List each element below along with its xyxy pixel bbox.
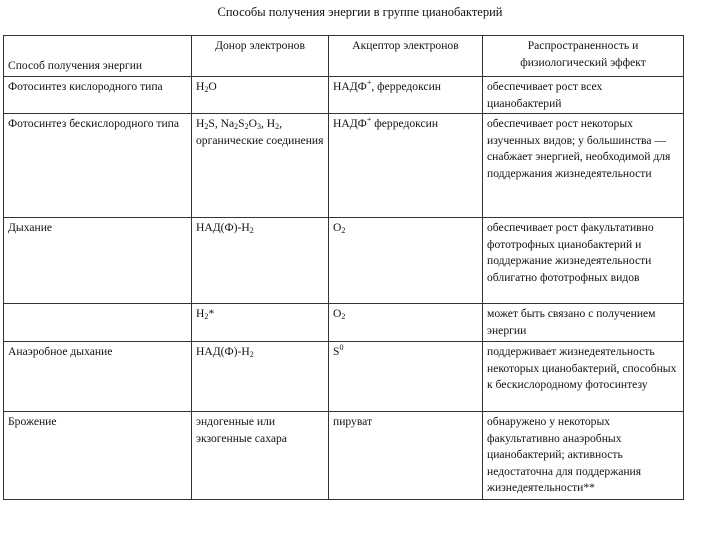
header-method: Способ получения энергии xyxy=(4,36,192,77)
row-method: Анаэробное дыхание xyxy=(4,342,192,412)
header-effect: Распространенность и физиологический эффект xyxy=(483,36,684,77)
table-row xyxy=(4,304,684,342)
row-effect: обеспечивает рост некоторых изученных видов; у большинства — снабжает энергией, необходимой для поддержания жизнедеятельности xyxy=(483,114,684,218)
row-donor: $НАД(Ф)-H_2$ xyxy=(192,342,329,412)
table-row xyxy=(4,114,684,218)
row-effect: может быть связано с получением энергии xyxy=(483,304,684,342)
table-header-row xyxy=(4,36,684,77)
row-method xyxy=(4,304,192,342)
row-donor: $H_2O$ xyxy=(192,77,329,114)
row-effect: обеспечивает рост факультативно фототрофных цианобактерий и поддержание жизнедеятельности облигатно фототрофных видов xyxy=(483,218,684,304)
table-row xyxy=(4,342,684,412)
table-row xyxy=(4,218,684,304)
row-donor: эндогенные или экзогенные сахара xyxy=(192,412,329,500)
header-donor: Донор электронов xyxy=(192,36,329,77)
row-effect: поддерживает жизнедеятельность некоторых цианобактерий, способных к бескислородному фотосинтезу xyxy=(483,342,684,412)
row-method: Фотосинтез кислородного типа xyxy=(4,77,192,114)
page-title: Способы получения энергии в группе цианобактерий xyxy=(217,5,503,19)
row-method: Брожение xyxy=(4,412,192,500)
row-acceptor: $S^0$ xyxy=(329,342,483,412)
table-row xyxy=(4,77,684,114)
row-donor: $H_2S$, $Na_2S_2O_3$, $H_2$, органические соединения xyxy=(192,114,329,218)
row-acceptor: НАДФ+ ферредоксин xyxy=(329,114,483,218)
row-acceptor: $O_2$ xyxy=(329,218,483,304)
row-acceptor: НАДФ+, ферредоксин xyxy=(329,77,483,114)
row-method: Дыхание xyxy=(4,218,192,304)
table-row xyxy=(4,412,684,500)
donor-extra: органические соединения xyxy=(196,133,324,147)
row-donor: $НАД(Ф)-H_2$ xyxy=(192,218,329,304)
row-donor: $H_2*$ xyxy=(192,304,329,342)
row-method: Фотосинтез бескислородного типа xyxy=(4,114,192,218)
row-effect: обеспечивает рост всех цианобактерий xyxy=(483,77,684,114)
energy-methods-table xyxy=(3,35,684,500)
row-acceptor: пируват xyxy=(329,412,483,500)
row-effect: обнаружено у некоторых факультативно анаэробных цианобактерий; активность недостаточна для поддержания жизнедеятельности** xyxy=(483,412,684,500)
header-acceptor: Акцептор электронов xyxy=(329,36,483,77)
row-acceptor: $O_2$ xyxy=(329,304,483,342)
